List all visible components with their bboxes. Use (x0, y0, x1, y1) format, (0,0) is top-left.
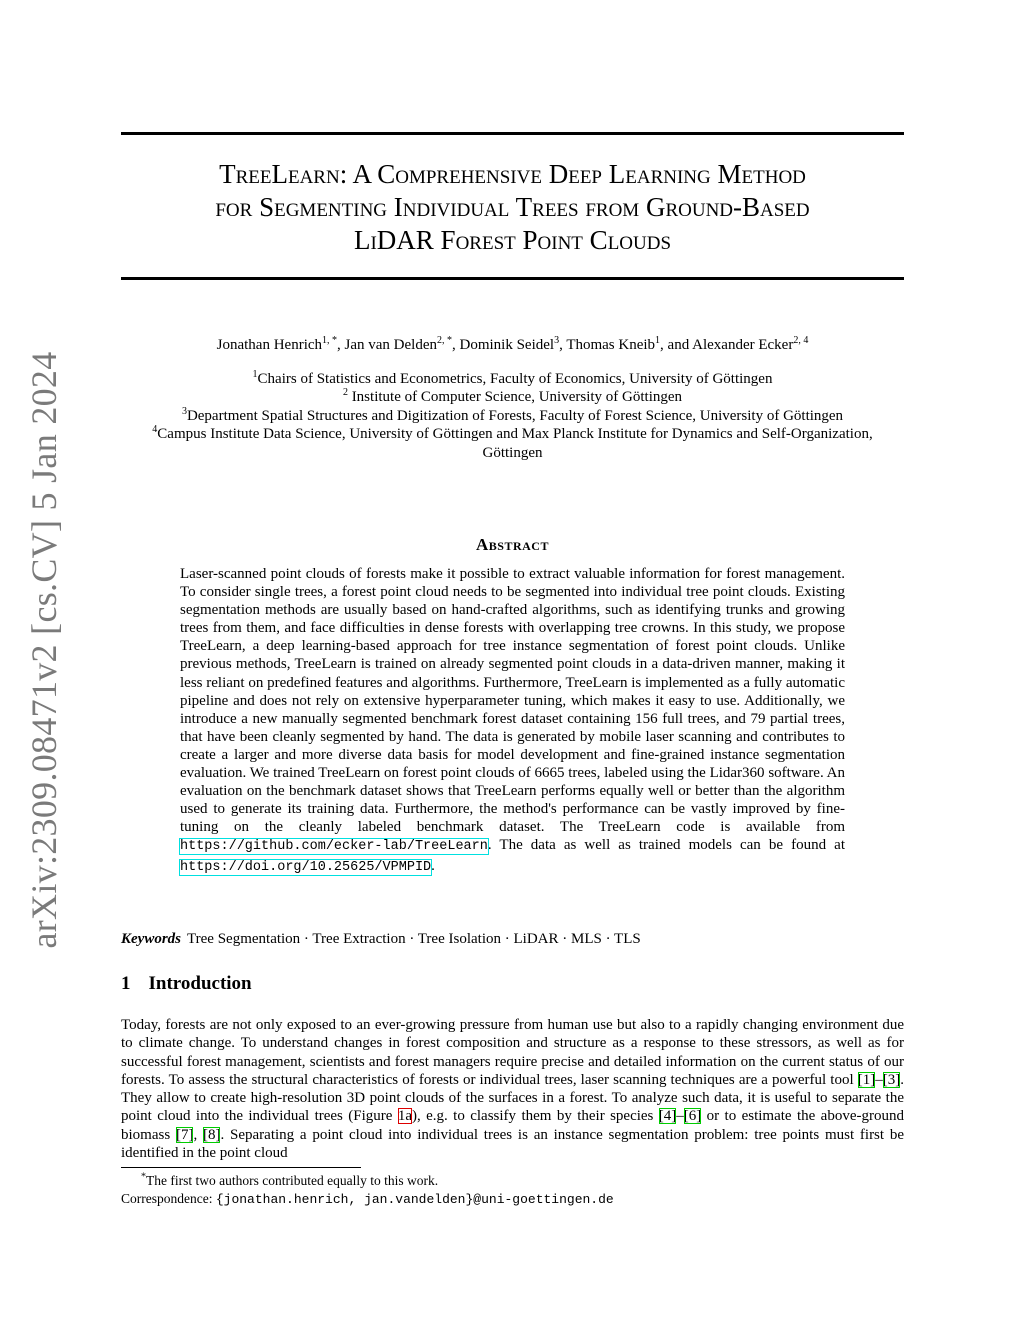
citation-link[interactable]: [4] (658, 1108, 677, 1125)
author: Alexander Ecker$^{2, 4}$ (692, 335, 809, 353)
keywords-label: Keywords (121, 931, 181, 947)
footnote (121, 1172, 904, 1209)
title-line-3: LiDAR Forest Point Clouds (353, 225, 672, 255)
footnote-correspondence: Correspondence: {jonathan.henrich, jan.vandelden}@uni-goettingen.de (121, 1191, 614, 1207)
title-line-1: TreeLearn: A Comprehensive Deep Learning Method (219, 159, 806, 189)
section-number: 1 (121, 973, 131, 994)
title-bottom-rule (121, 277, 904, 280)
section-title: Introduction (148, 973, 252, 994)
title-line-2: for Segmenting Individual Trees from Ground-Based (215, 192, 810, 222)
keywords-text: Tree Segmentation · Tree Extraction · Tree Isolation · LiDAR · MLS · TLS (187, 931, 641, 947)
keywords (121, 929, 904, 949)
footnote-rule (121, 1167, 361, 1168)
title-top-rule (121, 132, 904, 135)
abstract-heading: Abstract (476, 535, 549, 554)
code-link[interactable]: https://github.com/ecker-lab/TreeLearn (180, 839, 488, 855)
paper-title (121, 158, 904, 257)
abstract-text: Laser-scanned point clouds of forests make it possible to extract valuable information for forest management. To consider single trees, a forest point cloud needs to be segmented into individual tree point clouds. Existing segmentation methods are usually based on hand-crafted algorithms, such as identifying trunks and growing trees from them, and face difficulties in dense forests with overlapping tree crowns. In this study, we propose TreeLearn, a deep learning-based approach for tree instance segmentation of forest point clouds. Unlike previous methods, TreeLearn is trained on already segmented point clouds in a data-driven manner, making it less reliant on predefined features and algorithms. Furthermore, TreeLearn is implemented as a fully automatic pipeline and does not rely on extensive hyperparameter tuning, which makes it easy to use. Additionally, we introduce a new manually segmented benchmark forest dataset containing 156 full trees, and 79 partial trees, that have been cleanly segmented by hand. The data is generated by mobile laser scanning and contributes to create a larger and more diverse data basis for model development and fine-grained instance segmentation evaluation. We trained TreeLearn on forest point clouds of 6665 trees, labeled using the Lidar360 software. An evaluation on the benchmark dataset shows that TreeLearn performs equally well or better than the algorithm used to generate its training data. Furthermore, the method's performance can be vastly improved by fine-tuning on the cleanly labeled benchmark dataset. The TreeLearn code is available from https://github.com/ecker-lab/TreeLearn. The data as well as trained models can be found at https://doi.org/10.25625/VPMPID. (180, 566, 845, 875)
affiliation: $^4$Campus Institute Data Science, University of Göttingen and Max Planck Institute for Dynamics and Self-Organization, Göttingen (152, 424, 873, 461)
correspondence-emails: {jonathan.henrich, jan.vandelden}@uni-goettingen.de (215, 1192, 614, 1207)
section-heading (121, 973, 904, 995)
citation-link[interactable]: [3] (882, 1071, 901, 1088)
author: Dominik Seidel$^3$ (459, 335, 560, 353)
introduction-paragraph: Today, forests are not only exposed to an ever-growing pressure from human use but also to a rapidly changing environment due to climate change. To understand changes in forest composition and structure as a response to these stressors, as well as for successful forest management, scientists and forest managers require precise and detailed information on the current status of our forests. To assess the structural characteristics of forests or individual trees, laser scanning techniques are a powerful tool [1]–[3]. They allow to create high-resolution 3D point clouds of the surfaces in a forest. To analyze such data, it is useful to separate the point cloud into the individual trees (Figure 1a), e.g. to classify them by their species [4]–[6] or to estimate the above-ground biomass [7], [8]. Separating a point cloud into individual trees is an instance segmentation problem: tree points must first be identified in the point cloud (121, 1017, 905, 1162)
arxiv-identifier: arXiv:2309.08471v2 [cs.CV] 5 Jan 2024 (24, 351, 64, 949)
author-list: Jonathan Henrich$^{1, *}$, Jan van Delden$^{2, *}$, Dominik Seidel$^3$, Thomas Kneib$^1$, and Alexander Ecker$^{2, 4}$ (216, 335, 809, 353)
figure-link[interactable]: 1a (397, 1108, 412, 1125)
author: Thomas Kneib$^1$ (566, 335, 661, 353)
author: Jonathan Henrich$^{1, *}$ (216, 335, 338, 353)
citation-link[interactable]: [7] (175, 1126, 194, 1143)
data-link[interactable]: https://doi.org/10.25625/VPMPID (180, 859, 432, 875)
author: Jan van Delden$^{2, *}$ (344, 335, 452, 353)
affiliation: $^3$Department Spatial Structures and Digitization of Forests, Faculty of Forest Science, University of Göttingen (181, 405, 844, 424)
affiliation: $^2$ Institute of Computer Science, University of Göttingen (342, 387, 683, 406)
affiliation-list (121, 370, 904, 462)
citation-link[interactable]: [1] (857, 1071, 876, 1088)
footnote-equal-contribution: *The first two authors contributed equally to this work. (141, 1171, 439, 1188)
citation-link[interactable]: [8] (202, 1126, 221, 1143)
affiliation: $^1$Chairs of Statistics and Econometrics, Faculty of Economics, University of Göttingen (252, 369, 773, 387)
citation-link[interactable]: [6] (683, 1108, 702, 1125)
